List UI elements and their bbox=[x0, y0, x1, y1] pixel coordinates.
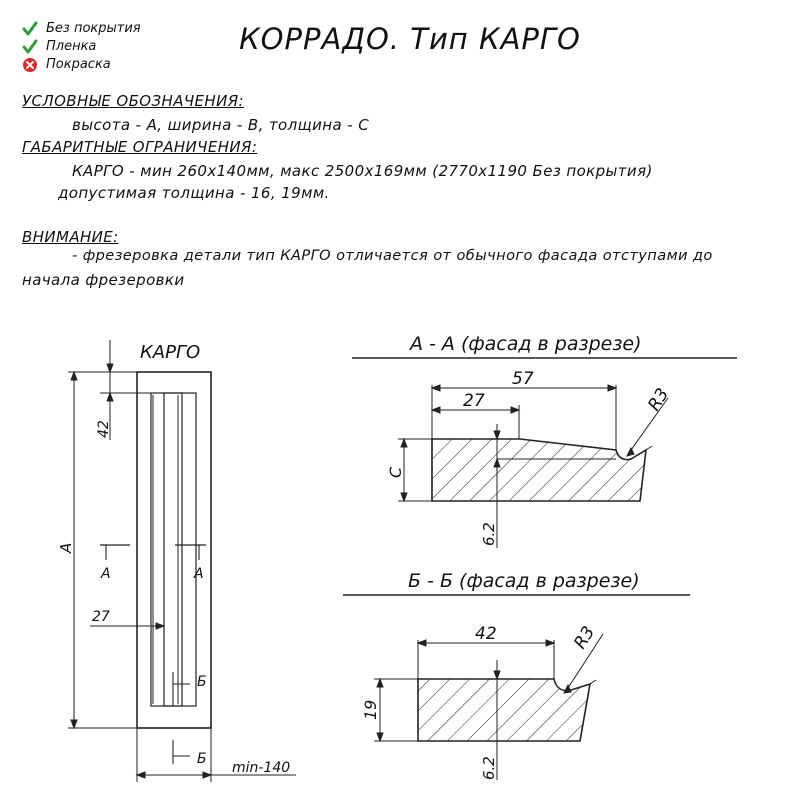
section-b-profile bbox=[418, 679, 590, 741]
limits-line1: КАРГО - мин 260х140мм, макс 2500х169мм (2770х1190 Без покрытия) bbox=[72, 162, 653, 180]
legend-label: Покраска bbox=[46, 57, 111, 72]
dim-depth-a: 6.2 bbox=[480, 522, 498, 546]
dim-top-label: 42 bbox=[96, 420, 112, 438]
limits-line2: допустимая толщина - 16, 19мм. bbox=[58, 184, 330, 202]
legend-label: Без покрытия bbox=[46, 21, 141, 36]
arrow-heads bbox=[156, 623, 164, 629]
attention-line1: - фрезеровка детали тип КАРГО отличается от обычного фасада отступами до bbox=[72, 247, 713, 264]
section-mark-a-right: А bbox=[194, 566, 204, 582]
page-title: КОРРАДО. Тип КАРГО bbox=[239, 22, 581, 56]
attention-header: ВНИМАНИЕ: bbox=[22, 228, 119, 246]
arrow-heads bbox=[564, 685, 571, 693]
conventions-text: высота - А, ширина - В, толщина - С bbox=[72, 116, 370, 134]
dim-radius-a: R3 bbox=[644, 384, 674, 415]
front-view-label: КАРГО bbox=[140, 342, 201, 363]
section-mark-b: Б bbox=[197, 674, 207, 690]
dim-depth-b: 6.2 bbox=[480, 756, 498, 780]
milling-outline bbox=[151, 393, 196, 706]
dim-radius-b: R3 bbox=[570, 622, 600, 653]
attention-line2: начала фрезеровки bbox=[22, 271, 185, 289]
dim-thickness-a: С bbox=[386, 466, 405, 478]
section-mark-b-bottom: Б bbox=[197, 751, 207, 767]
dim-inner-a: 27 bbox=[463, 391, 485, 411]
section-a-a bbox=[352, 333, 737, 548]
section-a-title: А - А (фасад в разрезе) bbox=[410, 333, 642, 355]
milling-inner bbox=[164, 393, 182, 706]
section-b-title: Б - Б (фасад в разрезе) bbox=[408, 570, 640, 592]
dim-height-label: А bbox=[57, 542, 75, 553]
break-line bbox=[646, 446, 652, 450]
section-mark-a-left: А bbox=[101, 566, 111, 582]
arrow-heads bbox=[494, 671, 500, 679]
legend-label: Пленка bbox=[46, 39, 97, 54]
arrow-heads bbox=[627, 448, 634, 456]
dim-total-a: 57 bbox=[512, 369, 534, 389]
dim-total-b: 42 bbox=[475, 624, 497, 644]
dim-width-label: min-140 bbox=[232, 760, 291, 776]
limits-header: ГАБАРИТНЫЕ ОГРАНИЧЕНИЯ: bbox=[22, 138, 258, 156]
section-a-profile bbox=[432, 439, 646, 501]
section-b-b bbox=[343, 570, 690, 780]
break-line bbox=[590, 680, 596, 684]
dim-side-label: 27 bbox=[92, 609, 110, 625]
dim-thickness-b: 19 bbox=[361, 699, 380, 720]
front-view bbox=[57, 340, 296, 782]
conventions-header: УСЛОВНЫЕ ОБОЗНАЧЕНИЯ: bbox=[22, 92, 244, 110]
